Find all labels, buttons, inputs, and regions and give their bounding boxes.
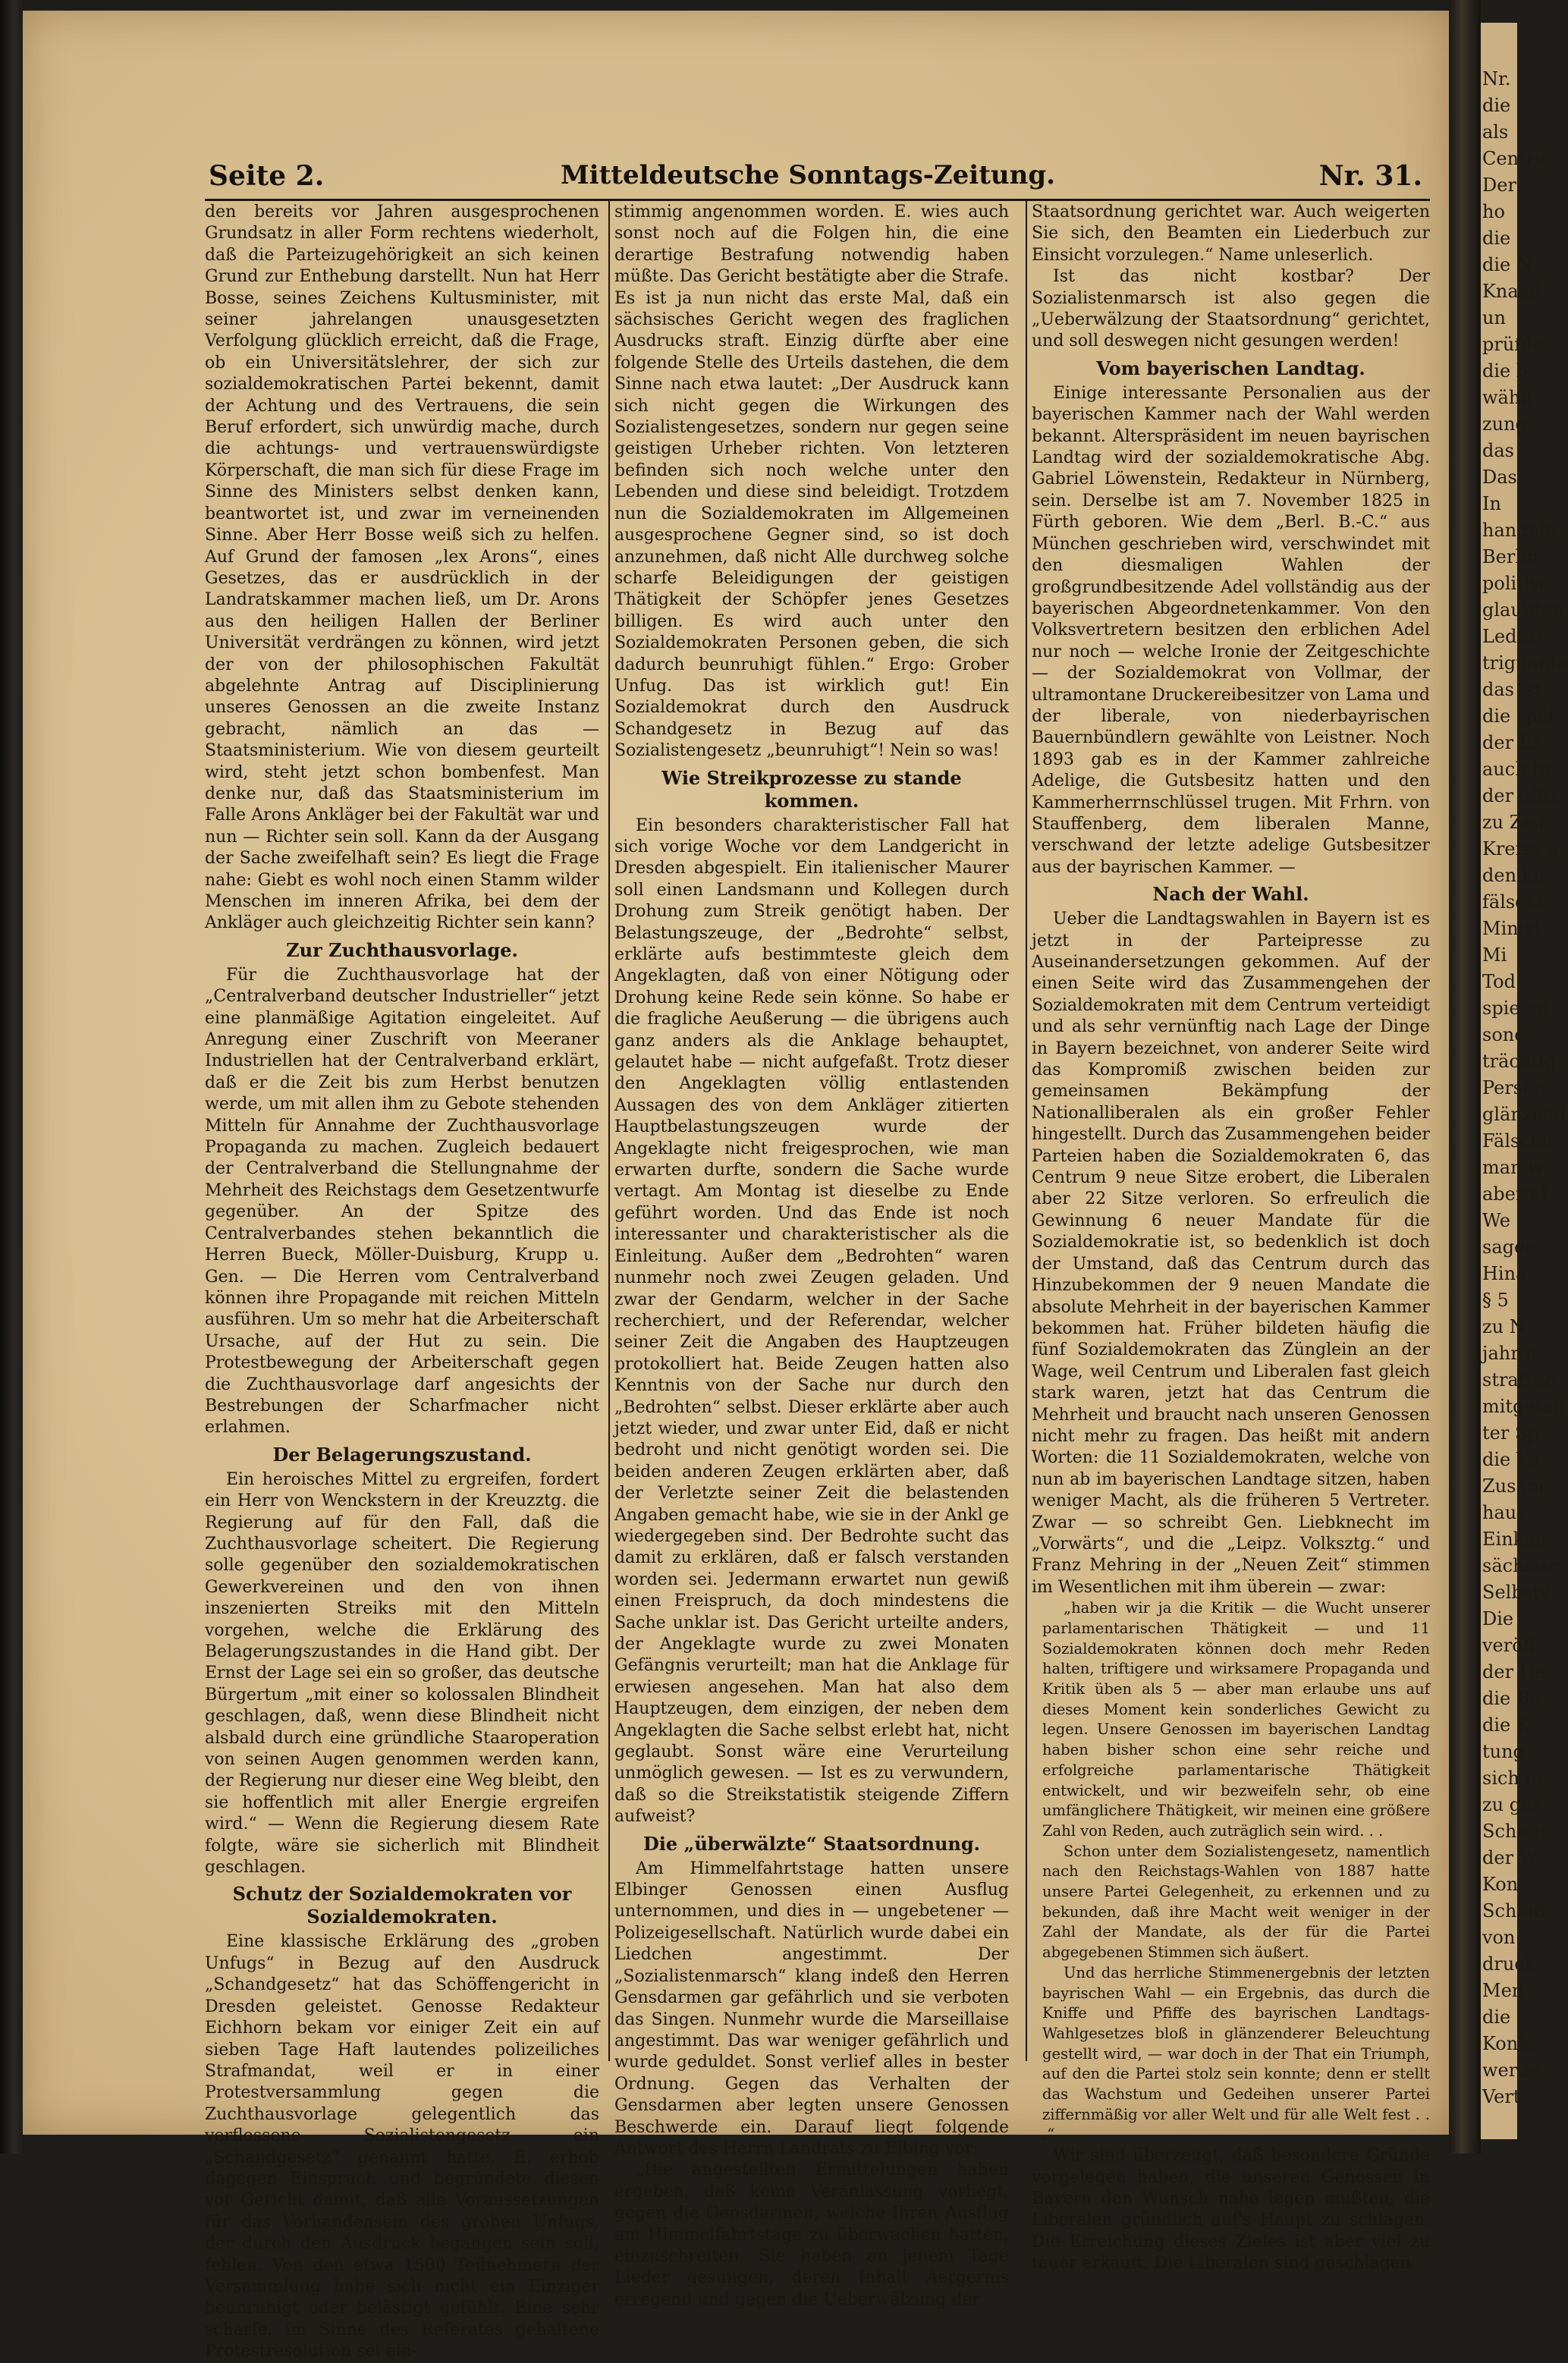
adjacent-page-fragment: Schieb (1482, 1821, 1545, 1842)
adjacent-page-fragment: zu ges (1482, 1794, 1541, 1815)
adjacent-page-fragment: die (1482, 95, 1511, 116)
adjacent-page-fragment: zu N (1482, 1316, 1526, 1337)
adjacent-page-fragment: veröff (1482, 1635, 1536, 1656)
adjacent-page-fragment: ter Sp (1482, 1422, 1539, 1444)
article-heading: Die „überwälzte“ Staatsordnung. (643, 1832, 980, 1855)
adjacent-page-fragment: Nr. (1482, 68, 1511, 90)
adjacent-page-fragment: Knaad (1482, 281, 1541, 302)
adjacent-page-fragment: ho (1482, 201, 1505, 222)
adjacent-page-fragment: den ku (1482, 865, 1545, 886)
issue-number: Nr. 31. (1318, 160, 1422, 192)
adjacent-page-fragment: jahr n (1482, 1343, 1537, 1364)
article-text: Eine klassische Erklärung des „groben Unfugs“ in Bezug auf den Ausdruck „Schandgesetz“ hat das Schöffengericht in Dresden geleistet. Genosse Redakteur Eichhorn bekam vor einiger Zeit ein auf sieben Tage Haft lautendes polizeiliches Strafmandat, weil er in einer Protestversammlung gegen die Zuchthausvorlage gelegentlich das verflossene Sozialistengesetz ein „Schandgesetz“ genannt hatte. E. erhob dagegen Einspruch und begründete diesen vor Gericht damit, daß alle Voraussetzungen für das Vorhandensein des groben Unfugs, der durch den Ausdruck begangen sein soll, fehlen. Von den etwa 1500 Teilnehmern der Versammlung habe sich nicht ein Einziger beunruhigt oder belästigt gefühlt. Eine sehr scharfe, im Sinne des Referates gehaltene Protestresolution sei ein- (205, 1932, 599, 2361)
page-number: Seite 2. (209, 160, 325, 192)
adjacent-page-fragment: Einkau (1482, 1529, 1547, 1550)
adjacent-page-fragment: der Er (1482, 732, 1541, 753)
article-quote: Schon unter dem Sozialistengesetz, namentlich nach den Reichstags-Wahlen von 1887 hatte unsere Partei Gelegenheit, zu erkennen und zu bekunden, daß ihre Macht weit weniger in der Zahl der Mandate, als der für die Partei abgegebenen Stimmen sich äußert. (1042, 1842, 1430, 1962)
article-text: Ist das nicht kostbar? Der Sozialistenmarsch ist also gegen die „Ueberwälzung der Staatsordnung“ gerichtet, und soll deswegen nicht gesungen werden! (1032, 267, 1430, 351)
adjacent-page-fragment: der offiz (1482, 785, 1559, 806)
page-gutter (1449, 0, 1481, 2154)
adjacent-page-fragment: trächtig (1482, 1051, 1557, 1072)
article-text: Ueber die Landtagswahlen in Bayern ist es jetzt in der Parteipresse zu Auseinandersetzungen gekommen. Auf der einen Seite wird das Zusammengehen der Sozialdemokraten mit dem Centrum verteidigt und als sehr vernünftig nach Lage der Dinge in Bayern bezeichnet, von anderer Seite wird das Kompromiß zwischen beiden zur gemeinsamen Bekämpfung der Nationalliberalen als ein großer Fehler hingestellt. Durch das Zusammengehen beider Parteien haben die Sozialdemokraten 6, das Centrum 9 neue Sitze erobert, die Liberalen aber 22 Sitze verloren. So erfreulich die Gewinnung 6 neuer Mandate für die Sozialdemokratie ist, so bedenklich ist doch der Umstand, daß das Centrum durch das Hinzubekommen der 9 neuen Mandate die absolute Mehrheit in der bayerischen Kammer bekommen hat. Früher bildeten häufig die fünf Sozialdemokraten das Zünglein an der Wage, weil Centrum und Liberalen fast gleich stark waren, jetzt hat das Centrum die Mehrheit und braucht nach unseren Genossen nicht mehr zu fragen. Das heißt mit andern Worten: die 11 Sozialdemokraten, welche von nun ab im bayerischen Landtage sitzen, haben weniger Macht, als die früheren 5 Vertreter. Zwar — so schreibt Gen. Liebknecht im „Vorwärts“, und die „Leipz. Volksztg.“ und Franz Mehring in der „Neuen Zeit“ stimmen im Wesentlichen mit ihm überein — zwar: (1032, 910, 1430, 1597)
adjacent-page-fragment: Kreise e (1482, 838, 1558, 859)
article-text: Staatsordnung gerichtet war. Auch weigerten Sie sich, den Beamten ein Liederbuch zur Einsicht vorzulegen.“ Name unleserlich. (1032, 203, 1430, 265)
adjacent-page-fragment: zu Zeit (1482, 812, 1546, 833)
article-text: Für die Zuchthausvorlage hat der „Centralverband deutscher Industrieller“ jetzt eine planmäßige Agitation eingeleitet. Auf Anregung einer Zuschrift von Meeraner Industriellen hat der Centralverband erklärt, daß er die Zeit bis zum Herbst benutzen werde, um mit allen ihm zu Gebote stehenden Mitteln für Annahme der Zuchthausvorlage Propaganda zu machen. Zugleich bedauert der Centralverband die Stellungnahme der Mehrheit des Reichstags dem Gesetzentwurfe gegenüber. An der Spitze des Centralverbandes stehen bekanntlich die Herren Bueck, Möller-Duisburg, Krupp u. Gen. — Die Herren vom Centralverband können ihre Propagande mit reichen Mitteln ausführen. Um so mehr hat die Arbeiterschaft Ursache, auf der Hut zu sein. Die Protestbewegung der Arbeiterschaft gegen die Zuchthausvorlage darf angesichts der Bestrebungen der Scharfmacher nicht erlahmen. (205, 965, 599, 1438)
adjacent-page-fragment: die Ve (1482, 1449, 1539, 1470)
adjacent-page-fragment: glänzend (1482, 1104, 1566, 1125)
adjacent-page-fragment: Tod (1482, 971, 1516, 992)
adjacent-page-fragment: Zusam (1482, 1475, 1544, 1497)
article-text: Einige interessante Personalien aus der bayerischen Kammer nach der Wahl werden bekannt. Alterspräsident im neuen bayrischen Landtag wird der sozialdemokratische Abg. Gabriel Löwenstein, Redakteur in Nürnberg, sein. Derselbe ist am 7. November 1825 in Fürth geboren. Wie dem „Berl. B.-C.“ aus München geschrieben wird, verschwindet mit den diesmaligen Wahlen der großgrundbesitzende Adel vollständig aus der bayerischen Abgeordnetenkammer. Von den Volksvertretern besitzen den erblichen Adel nur noch — welche Ironie der Zeitgeschichte — der Sozialdemokrat von Vollmar, der ultramontane Druckereibesitzer von Lama und der liberale, von niederbayrischen Bauernbündlern gewählte von Leistner. Noch 1893 gab es in der Kammer zahlreiche Adelige, die Gutsbesitz hatten und den Kammerherrnschlüssel trugen. Mit Frhrn. von Stauffenberg, dem liberalen Manne, verschwand der letzte adelige Gutsbesitzer aus der bayrischen Kammer. — (1032, 383, 1430, 877)
column-2 (614, 202, 1009, 2309)
column-divider (1026, 199, 1027, 2061)
adjacent-page-fragment: § 5 (1482, 1290, 1509, 1311)
adjacent-page-edge (1481, 23, 1568, 2139)
adjacent-page-fragment: tung (1482, 1741, 1525, 1762)
article-quote: „haben wir ja die Kritik — die Wucht unserer parlamentarischen Thätigkeit — und 11 Sozialdemokraten können doch mehr Reden halten, triftigere und wirksamere Propaganda und Kritik üben als 5 — aber man erlaube uns auf dieses Moment kein sonderliches Gewicht zu legen. Unsere Genossen im bayerischen Landtag haben bisher schon eine sehr reiche und erfolgreiche parlamentarische Thätigkeit entwickelt, und wir bezweifeln sehr, ob eine umfänglichere Thätigkeit, wir meinen eine größere Zahl von Reden, auch zuträglich sein wird. . . (1042, 1599, 1430, 1840)
adjacent-page-fragment: mitgeteil (1482, 1396, 1565, 1417)
adjacent-page-fragment: als (1482, 121, 1509, 143)
newspaper-title: Mitteldeutsche Sonntags-Zeitung. (561, 160, 1055, 190)
column-divider (608, 199, 610, 2061)
page-header (186, 160, 1430, 196)
adjacent-page-fragment: Fälschu (1482, 1130, 1554, 1152)
adjacent-page-fragment: Centru (1482, 148, 1547, 169)
adjacent-page-fragment: Berlin (1482, 546, 1539, 567)
adjacent-page-fragment: Kon (1482, 1874, 1519, 1895)
adjacent-page-fragment: man w (1482, 1157, 1544, 1178)
adjacent-page-fragment: glaubten (1482, 599, 1564, 621)
adjacent-page-fragment: von (1482, 1927, 1516, 1948)
adjacent-page-fragment: prüfde (1482, 334, 1544, 355)
adjacent-page-fragment: Mi (1482, 944, 1507, 966)
adjacent-page-fragment: wähn (1482, 387, 1532, 408)
article-text: den bereits vor Jahren ausgesprochenen Grundsatz in aller Form rechtens wiederholt, daß die Parteizugehörigkeit an sich keinen Grund zur Enthebung darstellt. Nun hat Herr Bosse, seines Zeichens Kultusminister, mit seiner jahrelangen unausgesetzten Verfolgung glücklich erreicht, daß die Frage, ob ein Universitätslehrer, der sich zur sozialdemokratischen Partei bekennt, damit der Achtung und des Vertrauens, die sein Beruf erfordert, sich unwürdig mache, durch die achtungs- und vertrauenswürdigste Körperschaft, die man sich für diese Frage im Sinne des Ministers selbst denken kann, beantwortet ist, und zwar im verneinenden Sinne. Aber Herr Bosse weiß sich zu helfen. Auf Grund der famosen „lex Arons“, eines Gesetzes, das er ausdrücklich in der Landratskammer machen ließ, um Dr. Arons aus den heiligen Hallen der Berliner Universität verdrängen zu können, wird jetzt der von der philosophischen Fakultät abgelehnte Antrag auf Disciplinierung unseres Genossen an die zweite Instanz gebracht, nämlich an das — Staatsministerium. Wie von diesem geurteilt wird, steht jetzt schon bombenfest. Man denke nur, daß das Staatsministerium im Falle Arons Ankläger bei der Fakultät war und nun — Richter sein soll. Kann da der Ausgang der Sache zweifelhaft sein? Es liegt die Frage nahe: Giebt es wohl noch einen Stamm wilder Menschen im inneren Afrika, bei dem der Ankläger auch gleichzeitig Richter sein kann? (205, 203, 599, 933)
adjacent-page-fragment: die spät (1482, 705, 1556, 727)
adjacent-page-fragment: das ist (1482, 679, 1543, 700)
adjacent-page-fragment: zung (1482, 413, 1527, 435)
adjacent-page-fragment: die K (1482, 1714, 1530, 1736)
article-text: Ein besonders charakteristischer Fall hat sich vorige Woche vor dem Landgericht in Dresden abgespielt. Ein italienischer Maurer soll einen Landsmann und Kollegen durch Drohung zum Streik genötigt haben. Der Belastungszeuge, der „Bedrohte“ selbst, erklärte aufs bestimmteste gleich dem Angeklagten, daß von einer Nötigung oder Drohung keine Rede sein könne. So habe er die fragliche Aeußerung — die übrigens auch ganz anders als die Anklage behauptet, gelautet habe — nicht aufgefaßt. Trotz dieser den Angeklagten völlig entlastenden Aussagen des von dem Ankläger zitierten Hauptbelastungszeugen wurde der Angeklagte nicht freigesprochen, wie man erwarten durfte, sondern die Sache wurde vertagt. Am Montag ist dieselbe zu Ende geführt worden. Und das Ende ist noch interessanter und charakteristischer als die Einleitung. Außer dem „Bedrohten“ waren nunmehr noch zwei Zeugen geladen. Und zwar der Gendarm, welcher in der Sache recherchiert, und der Referendar, welcher seiner Zeit die Angaben des Hauptzeugen protokolliert hat. Beide Zeugen hatten also Kenntnis von der Sache nur durch den „Bedrohten“ selbst. Dieser erklärte aber auch jetzt wieder, und zwar unter Eid, daß er nicht bedroht und nicht genötigt worden sei. Die beiden anderen Zeugen erklärten aber, daß der Verletzte seiner Zeit die belastenden Angaben gemacht habe, wie sie in der Ankl ge wiedergegeben sind. Der Bedrohte sucht das damit zu erklären, daß er falsch verstanden worden sei. Jedermann erwartet nun gewiß einen Freispruch, da doch mindestens die Sache unklar ist. Das Gericht urteilte anders, der Angeklagte wurde zu zwei Monaten Gefängnis verurteilt; man hat die Anklage für erwiesen angesehen. Man hat also dem Hauptzeugen, dem einzigen, der neben dem Angeklagten die Sache selbst erlebt hat, nicht geglaubt. Sonst wäre eine Verurteilung unmöglich gewesen. — Ist es zu verwundern, daß so die Streikstatistik steigende Ziffern aufweist? (614, 815, 1009, 1827)
adjacent-page-fragment: Schloß (1482, 1900, 1546, 1922)
adjacent-page-fragment: Das (1482, 467, 1517, 488)
adjacent-page-fragment: sonen (1482, 1024, 1537, 1045)
adjacent-page-fragment: Selbstv (1482, 1582, 1551, 1603)
adjacent-page-fragment: auch in (1482, 759, 1551, 780)
adjacent-page-fragment: die N (1482, 254, 1532, 275)
article-heading: Wie Streikprozesse zu stande kommen. (661, 766, 962, 812)
article-text: Ein heroisches Mittel zu ergreifen, fordert ein Herr von Wenckstern in der Kreuzztg. die Regierung auf für den Fall, daß die Zuchthausvorlage scheitert. Die Regierung solle gegenüber den sozialdemokratischen Gewerkvereinen und den von ihnen inszenierten Streiks mit den Mitteln vorgehen, welche die Erklärung des Belagerungszustandes in die Hand gibt. Der Ernst der Lage sei ein so großer, das deutsche Bürgertum „mit einer so kolossalen Blindheit geschlagen, daß, wenn diese Blindheit nicht alsbald durch eine gründliche Staaroperation von seinen Augen genommen werden kann, der Regierung nur dieser eine Weg bleibt, den sie hoffentlich mit aller Energie ergreifen wird.“ — Wenn die Regierung diesem Rate folgte, wäre sie sicherlich mit Blindheit geschlagen. (205, 1469, 599, 1878)
adjacent-page-fragment: die Be (1482, 1688, 1541, 1709)
adjacent-page-fragment: Vert (1482, 2086, 1521, 2107)
adjacent-page-fragment: un (1482, 307, 1506, 328)
adjacent-page-fragment: der Ha (1482, 1661, 1546, 1683)
adjacent-page-fragment: fälscht (1482, 891, 1544, 913)
adjacent-page-fragment: die (1482, 228, 1511, 249)
adjacent-page-fragment: In (1482, 493, 1501, 514)
adjacent-page-fragment: druck (1482, 1953, 1536, 1975)
adjacent-page-fragment: strafrec (1482, 1369, 1555, 1390)
article-heading: Schutz der Sozialdemokraten vor Sozialdemokraten. (232, 1883, 572, 1928)
article-quote: Und das herrliche Stimmenergebnis der letzten bayrischen Wahl — ein Ergebnis, das durch die Kniffe und Pfiffe des bayrischen Landtags-Wahlgesetzes bloß in glänzenderer Beleuchtung gestellt wird, — war doch in der That ein Triumph, auf den die Partei stolz sein konnte; denn er stellt das Wachstum und Gedeihen unserer Partei ziffernmäßig vor aller Welt und für alle Welt fest . . .“ (1042, 1963, 1430, 2144)
adjacent-page-fragment: Hina (1482, 1263, 1527, 1284)
article-text: Am Himmelfahrtstage hatten unsere Elbinger Genossen einen Ausflug unternommen, und dies in — ungebetener — Polizeigesellschaft. Natürlich wurde dabei ein Liedchen angestimmt. Der „Sozialistenmarsch“ klang indeß den Herren Gensdarmen gar gefährlich und sie verboten das Singen. Nunmehr wurde die Marseillaise angestimmt. Das war weniger gefährlich und wurde geduldet. Sonst verlief alles in bester Ordnung. Gegen das Verhalten der Gensdarmen aber legten unsere Genossen Beschwerde ein. Darauf liegt folgende Antwort des Herrn Landrats zu Elbing vor: (614, 1859, 1009, 2158)
adjacent-page-fragment: Der (1482, 174, 1516, 196)
article-heading: Zur Zuchthausvorlage. (286, 938, 518, 961)
adjacent-page-fragment: Konfe (1482, 2033, 1536, 2054)
adjacent-page-fragment: haus (1482, 1502, 1526, 1523)
adjacent-page-fragment: die b (1482, 360, 1529, 382)
adjacent-page-fragment: der W (1482, 1847, 1538, 1868)
adjacent-page-fragment: die (1482, 2006, 1511, 2028)
article-heading: Nach der Wahl. (1152, 883, 1309, 906)
article-text: stimmig angenommen worden. E. wies auch sonst noch auf die Folgen hin, die eine derartige Bestrafung notwendig haben müßte. Das Gericht bestätigte aber die Strafe. Es ist ja nun nicht das erste Mal, daß ein sächsisches Gericht wegen des fraglichen Ausdrucks straft. Einzig dürfte aber eine folgende Stelle des Urteils dastehen, die dem Sinne nach etwa lautet: „Der Ausdruck kann sich nicht gegen die Wirkungen des Sozialistengesetzes, sondern nur gegen seine geistigen Urheber richten. Von letzteren befinden sich noch welche unter den Lebenden und diese sind beleidigt. Trotzdem nun die Sozialdemokraten im Allgemeinen ausgesprochene Gegner sind, so ist doch anzunehmen, daß nicht Alle durchweg solche scharfe Beleidigungen der geistigen Thätigkeit der Schöpfer jenes Gesetzes billigen. Es wird auch unter den Sozialdemokraten Personen geben, die sich dadurch beunruhigt fühlen.“ Ergo: Grober Unfug. Das ist wirklich gut! Ein Sozialdemokrat durch den Ausdruck Schandgesetz in Bezug auf das Sozialistengesetz „beunruhigt“! Nein so was! (614, 203, 1009, 761)
adjacent-page-fragment: aber al (1482, 1183, 1547, 1205)
adjacent-page-fragment: triguante (1482, 652, 1568, 674)
adjacent-page-fragment: handeln (1482, 520, 1557, 541)
adjacent-page-fragment: sächsisc (1482, 1555, 1560, 1576)
adjacent-page-fragment: Men (1482, 1980, 1524, 2001)
adjacent-page-fragment: sich in (1482, 1768, 1543, 1789)
article-text: Wir sind überzeugt, daß besondere Gründe vorgelegen haben, die unseren Genossen in Bayern den Wunsch nahe legen mußten, die Liberalen gründlich auf's Haupt zu schlagen. Die Erreichung dieses Zieles ist aber viel zu teuer erkauft. Die Liberalen sind geschlagen, (1032, 2146, 1430, 2273)
column-3 (1032, 202, 1430, 2273)
adjacent-page-fragment: das (1482, 440, 1514, 461)
article-heading: Vom bayerischen Landtag. (1096, 357, 1365, 379)
article-heading: Der Belagerungszustand. (272, 1443, 532, 1466)
adjacent-page-fragment: Minist (1482, 918, 1541, 939)
adjacent-page-fragment: Die (1482, 1608, 1514, 1629)
adjacent-page-fragment: werde (1482, 2060, 1540, 2081)
header-rule (205, 199, 1430, 201)
article-quote: „Die angestellten Ermittelungen haben ergeben, daß keine Veranlassung vorliegt, gegen die Gensdarmen, welche Ihren Ausflug am Himmelfahrtstage zu überwachen hatten, einzuschreiten. Sie haben an jenem Tage Lieder gesungen, deren Inhalt Aergernis erregend und gegen die Ueberwälzung der (614, 2160, 1009, 2309)
column-1 (205, 202, 599, 2361)
adjacent-page-fragment: Persön (1482, 1077, 1545, 1098)
adjacent-page-fragment: spielen (1482, 998, 1548, 1019)
adjacent-page-fragment: We (1482, 1210, 1510, 1231)
adjacent-page-fragment: politisc (1482, 573, 1550, 594)
newspaper-page (23, 11, 1449, 2361)
book-binding (0, 0, 24, 2154)
adjacent-page-fragment: sagen, (1482, 1236, 1543, 1258)
adjacent-page-fragment: Lederl (1482, 626, 1542, 647)
